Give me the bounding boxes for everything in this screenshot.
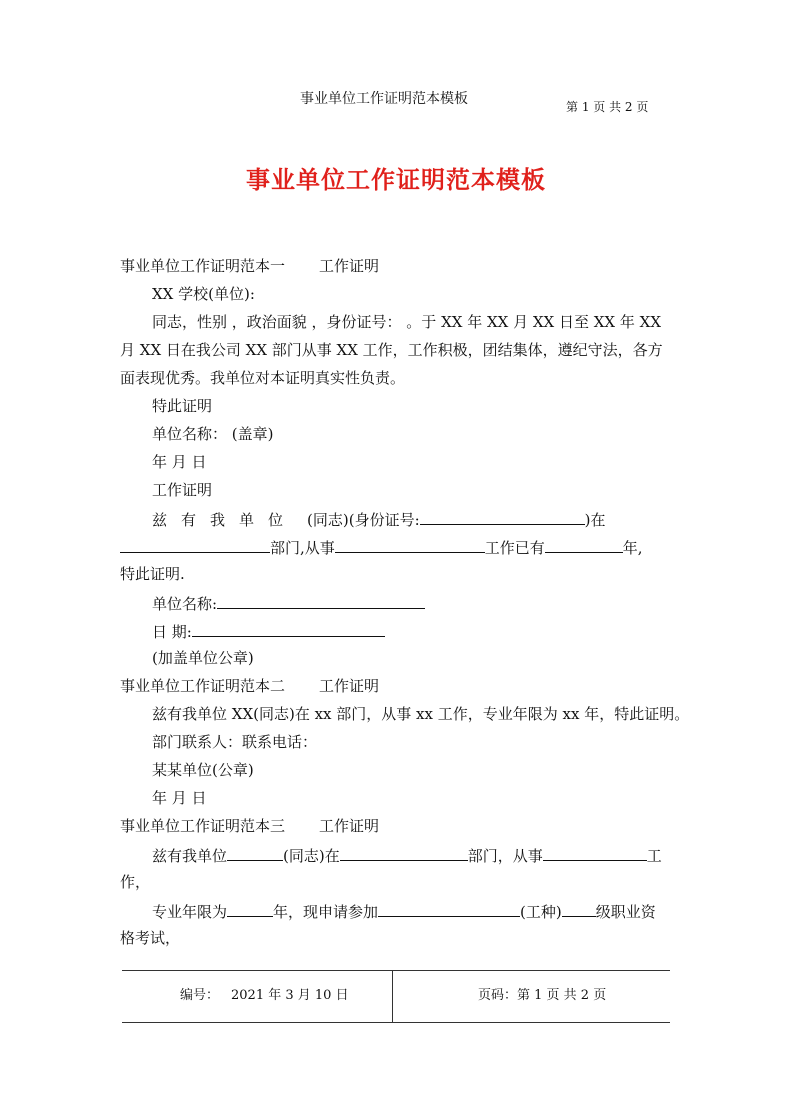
sample3-l3-b: 年，现申请参加 <box>273 903 379 921</box>
sample1-heading-line <box>120 259 379 274</box>
form-unit-blank <box>217 595 425 609</box>
sample1-date: 年 月 日 <box>152 453 207 471</box>
form-years-blank <box>545 539 623 553</box>
form-line1-start: 兹有我单位 <box>152 511 298 529</box>
sample3-level-blank <box>562 903 596 917</box>
sample1-body-line1: 同志，性别 ，政治面貌 ，身份证号： 。于 XX 年 XX 月 XX 日至 XX 年 XX <box>152 313 662 331</box>
form-unit-line <box>152 595 425 612</box>
sample3-l3-d: 级职业资 <box>595 903 656 921</box>
sample3-l1-d: 工 <box>646 847 662 865</box>
running-header-page-indicator: 第 1 页 共 2 页 <box>566 100 649 114</box>
sample3-line4: 格考试， <box>120 929 181 947</box>
form-line2-year: 年, <box>622 539 643 557</box>
sample1-addressee: XX 学校(单位): <box>152 285 255 303</box>
form-line2-dept: 部门,从事 <box>270 539 335 557</box>
sample3-years-blank <box>227 903 273 917</box>
sample2-heading-sub: 工作证明 <box>319 677 380 695</box>
sample3-line2: 作， <box>120 873 151 891</box>
form-title: 工作证明 <box>152 481 213 499</box>
sample2-heading-line <box>120 679 379 694</box>
sample3-l1-c: 部门，从事 <box>467 847 543 865</box>
sample3-name-blank <box>227 847 283 861</box>
form-dept-blank <box>120 539 270 553</box>
sample3-heading-line <box>120 819 379 834</box>
form-date-label: 日 期: <box>152 623 192 641</box>
form-line1-mid: (同志)(身份证号: <box>307 511 420 529</box>
sample1-unit-name: 单位名称： (盖章) <box>152 425 274 443</box>
running-header-title: 事业单位工作证明范本模板 <box>300 91 468 107</box>
sample1-body-line3: 面表现优秀。我单位对本证明真实性负责。 <box>120 369 406 387</box>
form-date-blank <box>192 623 385 637</box>
footer-number-value: 2021 年 3 月 10 日 <box>231 988 349 1003</box>
sample3-l1-a: 兹有我单位 <box>152 847 228 865</box>
sample2-date: 年 月 日 <box>152 789 207 807</box>
sample3-dept-blank <box>340 847 468 861</box>
sample2-contact: 部门联系人：联系电话： <box>152 733 318 751</box>
form-id-blank <box>420 511 585 525</box>
sample3-exam-blank <box>378 903 520 917</box>
sample3-heading-sub: 工作证明 <box>319 817 380 835</box>
form-line2 <box>120 539 643 556</box>
form-line2-work: 工作已有 <box>484 539 545 557</box>
sample3-line1 <box>152 847 662 864</box>
sample2-heading: 事业单位工作证明范本二 <box>120 677 286 695</box>
document-title: 事业单位工作证明范本模板 <box>246 165 546 194</box>
form-work-blank <box>335 539 485 553</box>
sample1-body-line2: 月 XX 日在我公司 XX 部门从事 XX 工作，工作积极，团结集体，遵纪守法，各方 <box>120 341 663 359</box>
form-line1 <box>152 511 606 528</box>
sample3-l1-b: (同志)在 <box>283 847 340 865</box>
sample1-heading: 事业单位工作证明范本一 <box>120 257 286 275</box>
sample3-heading: 事业单位工作证明范本三 <box>120 817 286 835</box>
sample3-line3 <box>152 903 656 920</box>
footer-number-label: 编号： <box>180 988 220 1003</box>
sample2-body: 兹有我单位 XX(同志)在 xx 部门，从事 xx 工作，专业年限为 xx 年，特此证明。 <box>152 705 690 723</box>
form-stamp: (加盖单位公章) <box>152 649 254 667</box>
form-line3: 特此证明. <box>120 565 185 583</box>
footer-divider <box>392 970 393 1022</box>
form-line1-end: )在 <box>584 511 606 529</box>
sample3-l3-c: (工种) <box>520 903 562 921</box>
sample2-unit: 某某单位(公章) <box>152 761 254 779</box>
sample3-work-blank <box>543 847 647 861</box>
sample1-heading-sub: 工作证明 <box>319 257 380 275</box>
footer-page-cell: 页码：第 1 页 共 2 页 <box>478 988 607 1003</box>
sample1-certify: 特此证明 <box>152 397 213 415</box>
form-date-line <box>152 623 385 640</box>
footer-top-rule <box>122 970 670 971</box>
footer-number-cell <box>180 984 349 1003</box>
sample3-l3-a: 专业年限为 <box>152 903 228 921</box>
form-unit-label: 单位名称: <box>152 595 218 613</box>
footer-bottom-rule <box>122 1022 670 1023</box>
